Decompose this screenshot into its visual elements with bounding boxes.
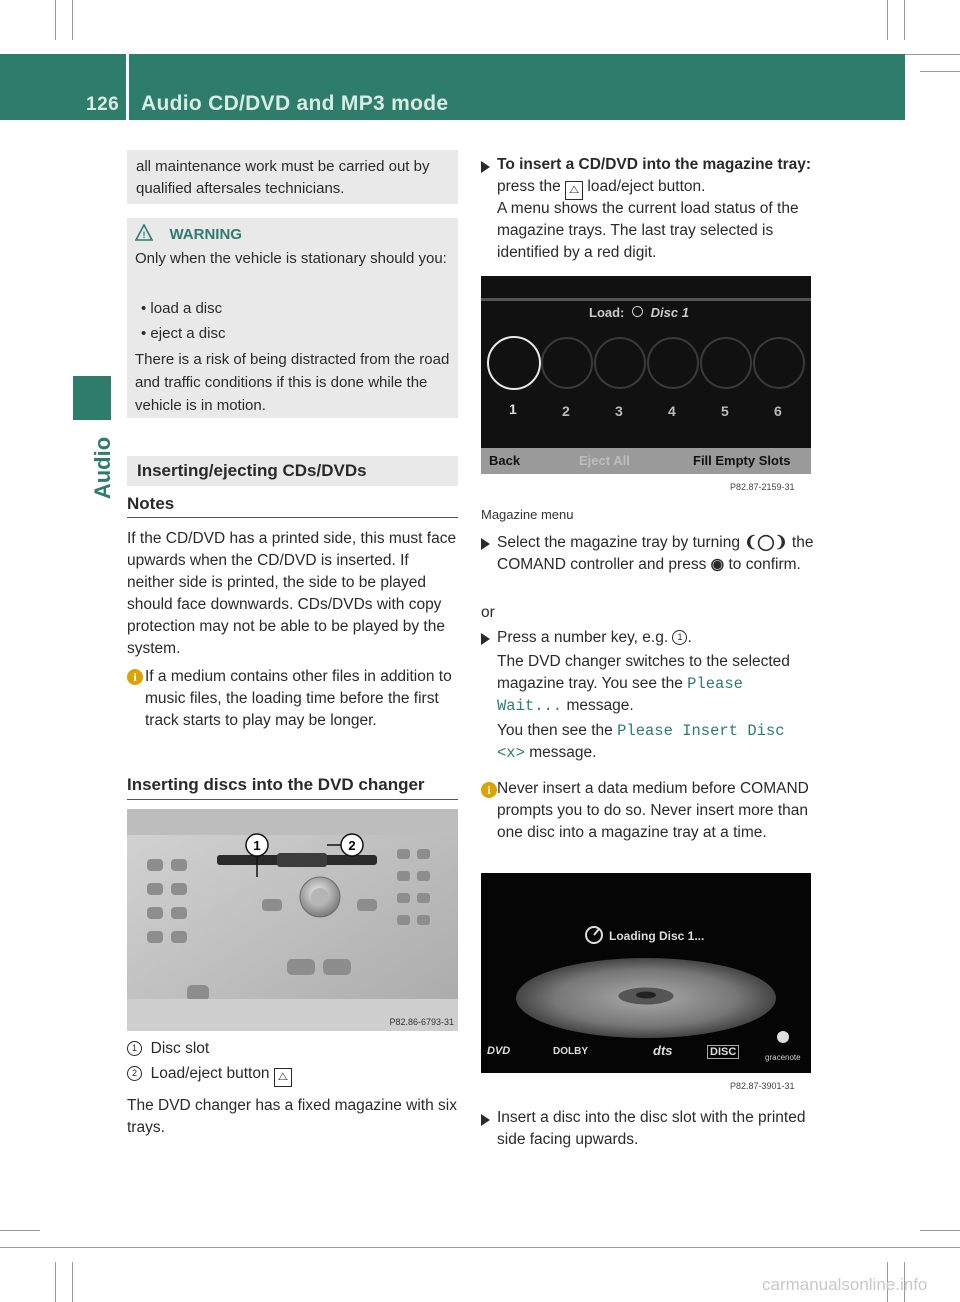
crop-mark <box>920 71 960 72</box>
dvd-logo: DVD <box>487 1045 511 1057</box>
eject-all-button[interactable]: Eject All <box>579 453 630 468</box>
step-then <box>497 720 817 764</box>
load-label: Load: <box>589 305 625 320</box>
step-arrow-icon <box>481 632 490 650</box>
step-number-a: Press a number key, e.g. <box>497 629 669 646</box>
note-text: all maintenance work must be carried out by qualified aftersales technicians. <box>136 158 430 197</box>
legend-item <box>127 1063 292 1087</box>
loading-screen <box>481 873 811 1073</box>
info-text: If a medium contains other files in addition to music files, the loading time before the first track starts to play may be longer. <box>145 668 452 729</box>
step-select <box>497 532 817 576</box>
svg-text:2: 2 <box>348 838 356 853</box>
header-separator <box>126 54 129 120</box>
step-number-b: The DVD changer switches to the selected magazine tray. You see the <box>497 653 790 692</box>
controller-turn-icon: ❨◯❩ <box>744 534 788 551</box>
please-wait-message: Please Wait... <box>497 675 743 715</box>
tray-slot[interactable] <box>753 337 805 389</box>
watermark: carmanualsonline.info <box>762 1275 928 1294</box>
warning-triangle-icon <box>135 224 153 242</box>
section-heading: Inserting/ejecting CDs/DVDs <box>127 456 458 486</box>
page-title: Audio CD/DVD and MP3 mode <box>141 92 449 115</box>
svg-text:1: 1 <box>253 838 261 853</box>
photo-code: P82.86-6793-31 <box>389 1017 454 1027</box>
tray-number: 2 <box>562 403 570 419</box>
dts-logo: dts <box>653 1043 673 1058</box>
screen-code: P82.87-2159-31 <box>730 482 795 492</box>
warning-box <box>127 218 458 418</box>
control-panel-photo <box>127 809 458 1031</box>
figure-caption: Magazine menu <box>481 507 574 522</box>
step-insert-title: To insert a CD/DVD into the magazine tray: <box>497 156 812 173</box>
warning-body: There is a risk of being distracted from the road and traffic conditions if this is done while the vehicle is in motion. <box>135 351 450 414</box>
crop-mark <box>904 0 905 40</box>
tray-number: 3 <box>615 403 623 419</box>
crop-mark <box>0 1230 40 1231</box>
legend-number: 2 <box>127 1066 142 1081</box>
callout-one-icon: 1 <box>672 630 687 645</box>
legend-number: 1 <box>127 1041 142 1056</box>
please-insert-message: Please Insert Disc <box>617 722 785 740</box>
info-icon: i <box>127 668 143 686</box>
step-select-c: to confirm. <box>728 556 801 573</box>
tray-number: 1 <box>509 401 517 417</box>
crop-mark <box>55 0 56 40</box>
page-header <box>0 54 905 120</box>
x-tag: <x> <box>497 744 525 762</box>
changer-heading: Inserting discs into the DVD changer <box>127 775 458 800</box>
crop-mark <box>920 1230 960 1231</box>
tray-slot[interactable] <box>487 336 541 390</box>
step-arrow-icon <box>481 537 490 555</box>
tray-slot[interactable] <box>700 337 752 389</box>
warning-header <box>135 224 242 244</box>
step-insert-press: press the <box>497 178 561 195</box>
step-arrow-icon <box>481 160 490 178</box>
warning-bullet-text: eject a disc <box>150 325 226 342</box>
warning-intro: Only when the vehicle is stationary should you: <box>135 250 447 267</box>
load-disc: Disc 1 <box>650 305 689 320</box>
controller-press-icon: ◉ <box>710 556 725 573</box>
back-button[interactable]: Back <box>489 453 521 468</box>
screen-code: P82.87-3901-31 <box>730 1081 795 1091</box>
step-insert-desc: A menu shows the current load status of the magazine trays. The last tray selected is identified by a red digit. <box>497 200 799 261</box>
tray-number: 5 <box>721 403 729 419</box>
dolby-logo: DOLBY <box>553 1046 588 1057</box>
info-icon: i <box>481 781 497 799</box>
legend-text: Load/eject button <box>150 1065 270 1082</box>
disc-illustration <box>481 873 811 1073</box>
note-box <box>127 150 458 204</box>
control-panel-illustration <box>127 809 458 1031</box>
tray-slot[interactable] <box>647 337 699 389</box>
notes-heading: Notes <box>127 494 458 518</box>
changer-text: The DVD changer has a fixed magazine with six trays. <box>127 1097 457 1136</box>
eject-icon: ⧍ <box>274 1068 292 1087</box>
compact-disc-logo: DISC <box>707 1045 739 1059</box>
message-word: message. <box>566 697 634 714</box>
crop-mark <box>55 1262 56 1302</box>
side-tab-label: Audio <box>90 436 115 500</box>
warning-title: WARNING <box>169 226 242 243</box>
legend-text: Disc slot <box>150 1040 210 1057</box>
menu-bar <box>481 448 811 474</box>
then-see-text: You then see the <box>497 722 613 739</box>
crop-mark <box>0 1247 960 1248</box>
warning-bullet-text: load a disc <box>150 300 223 317</box>
side-tab <box>88 425 118 515</box>
or-text: or <box>481 604 495 621</box>
tray-number: 4 <box>668 403 676 419</box>
crop-mark <box>72 1262 73 1302</box>
side-tab-marker <box>73 376 111 420</box>
tray-slot[interactable] <box>541 337 593 389</box>
legend-item <box>127 1038 209 1060</box>
disc-indicator-icon <box>632 306 643 317</box>
eject-icon: ⧍ <box>565 181 583 200</box>
screen-bar <box>481 298 811 301</box>
info2-text: Never insert a data medium before COMAND prompts you to do so. Never insert more than one disc into a magazine tray at a time. <box>497 780 809 841</box>
crop-mark <box>72 0 73 40</box>
fill-empty-slots-button[interactable]: Fill Empty Slots <box>693 453 791 468</box>
magazine-menu-screen <box>481 276 811 474</box>
step-arrow-icon <box>481 1113 490 1131</box>
warning-bullet: • load a disc <box>141 300 223 317</box>
step-insert-disc: Insert a disc into the disc slot with the printed side facing upwards. <box>497 1109 806 1148</box>
gracenote-logo: gracenote <box>765 1053 801 1062</box>
load-status <box>589 305 689 320</box>
step-insert <box>497 154 817 200</box>
step-select-a: Select the magazine tray by turning <box>497 534 740 551</box>
step-number-desc <box>497 651 817 717</box>
notes-text: If the CD/DVD has a printed side, this must face upwards when the CD/DVD is inserted. If neither side is printed, the side to be played should face downwards. CDs/DVDs with copy protection may not be able to be played by the system. <box>127 530 457 657</box>
step-select-b: the COMAND controller and press <box>497 534 814 573</box>
gracenote-icon <box>777 1031 789 1043</box>
warning-bullet: • eject a disc <box>141 325 226 342</box>
svg-text:!: ! <box>142 230 146 240</box>
page-number: 126 <box>86 94 120 115</box>
step-number-key: Press a number key, e.g. 1 . <box>497 629 692 646</box>
crop-mark <box>887 0 888 40</box>
step-insert-rest: load/eject button. <box>587 178 706 195</box>
loading-text: Loading Disc 1... <box>609 929 705 943</box>
tray-slot[interactable] <box>594 337 646 389</box>
message-word: message. <box>529 744 597 761</box>
tray-number: 6 <box>774 403 782 419</box>
